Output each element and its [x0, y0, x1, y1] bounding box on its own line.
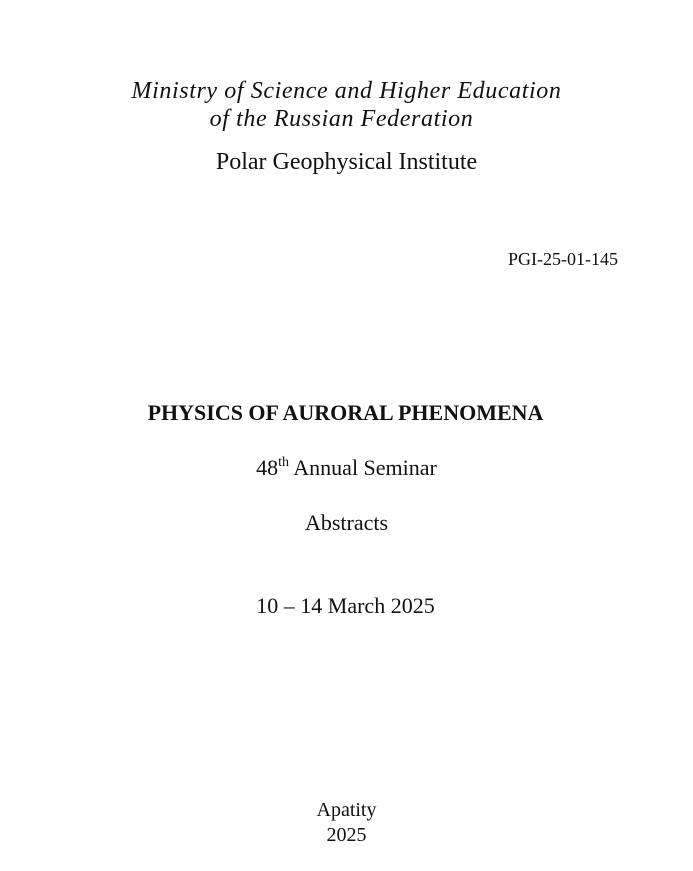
ministry-name-line-2: of the Russian Federation — [209, 106, 474, 132]
seminar-dates: 10 – 14 March 2025 — [256, 593, 435, 618]
seminar-title: PHYSICS OF AURORAL PHENOMENA — [147, 400, 544, 425]
document-type: Abstracts — [304, 510, 389, 535]
seminar-label: Annual Seminar — [293, 455, 437, 480]
publication-city: Apatity — [316, 799, 377, 821]
institute-name: Polar Geophysical Institute — [215, 149, 478, 175]
ministry-name-line-1: Ministry of Science and Higher Education — [131, 78, 562, 104]
seminar-ordinal-suffix: th — [278, 455, 289, 470]
seminar-edition — [0, 455, 693, 481]
document-code: PGI-25-01-145 — [508, 249, 618, 269]
seminar-number: 48 — [256, 455, 279, 480]
publication-year: 2025 — [326, 824, 367, 846]
